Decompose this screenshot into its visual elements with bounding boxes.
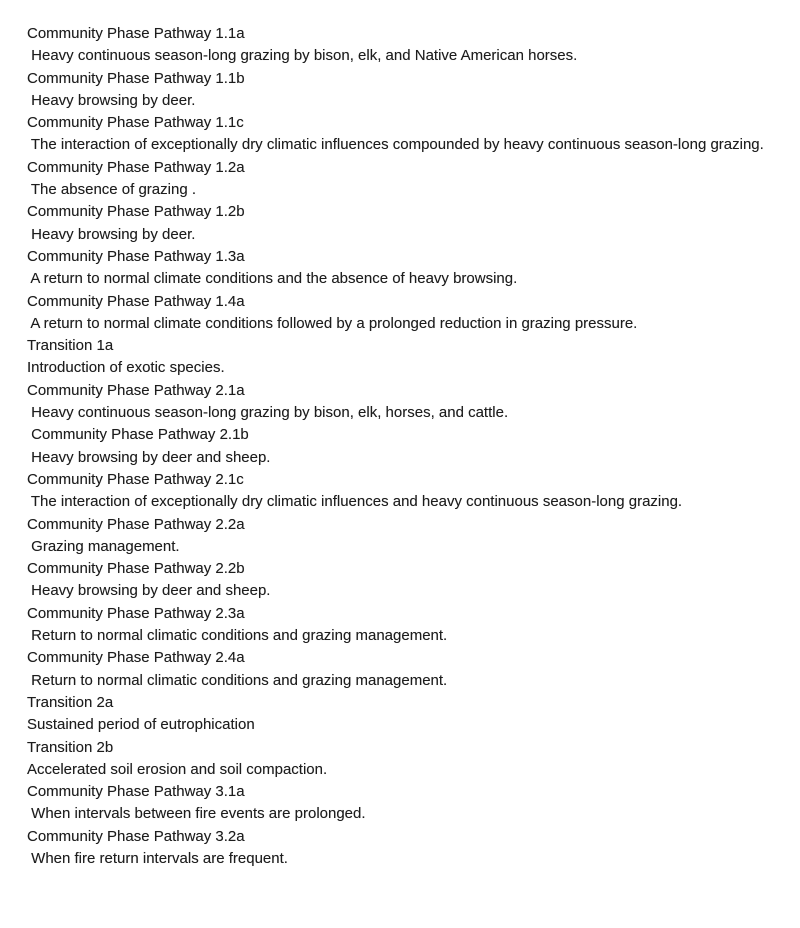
description-pathway-1-1a: Heavy continuous season-long grazing by bison, elk, and Native American horses.	[27, 47, 578, 65]
description-pathway-1-3a: A return to normal climate conditions and the absence of heavy browsing.	[27, 270, 518, 288]
description-pathway-1-1c: The interaction of exceptionally dry climatic influences compounded by heavy continuous season-long grazing.	[27, 136, 764, 154]
description-transition-2a: Sustained period of eutrophication	[27, 716, 255, 734]
heading-pathway-1-1c: Community Phase Pathway 1.1c	[27, 114, 244, 132]
heading-pathway-2-2b: Community Phase Pathway 2.2b	[27, 560, 245, 578]
description-pathway-2-2b: Heavy browsing by deer and sheep.	[27, 582, 271, 600]
description-transition-1a: Introduction of exotic species.	[27, 359, 225, 377]
heading-pathway-1-4a: Community Phase Pathway 1.4a	[27, 292, 245, 310]
heading-pathway-2-2a: Community Phase Pathway 2.2a	[27, 515, 245, 533]
description-pathway-1-2b: Heavy browsing by deer.	[27, 225, 196, 243]
description-pathway-2-1c: The interaction of exceptionally dry climatic influences and heavy continuous season-long grazing.	[27, 493, 683, 511]
description-pathway-2-4a: Return to normal climatic conditions and grazing management.	[27, 671, 448, 689]
heading-pathway-2-4a: Community Phase Pathway 2.4a	[27, 649, 245, 667]
heading-pathway-2-3a: Community Phase Pathway 2.3a	[27, 604, 245, 622]
description-pathway-1-4a: A return to normal climate conditions followed by a prolonged reduction in grazing pressure.	[27, 314, 638, 332]
description-pathway-2-1b: Heavy browsing by deer and sheep.	[27, 448, 271, 466]
heading-pathway-1-3a: Community Phase Pathway 1.3a	[27, 247, 245, 265]
heading-pathway-1-2b: Community Phase Pathway 1.2b	[27, 203, 245, 221]
heading-pathway-1-1a: Community Phase Pathway 1.1a	[27, 25, 245, 42]
description-pathway-2-3a: Return to normal climatic conditions and grazing management.	[27, 627, 448, 645]
heading-pathway-3-2a: Community Phase Pathway 3.2a	[27, 827, 245, 845]
heading-transition-1a: Transition 1a	[27, 337, 114, 355]
heading-pathway-1-1b: Community Phase Pathway 1.1b	[27, 69, 245, 87]
heading-pathway-2-1b: Community Phase Pathway 2.1b	[27, 426, 249, 444]
heading-transition-2a: Transition 2a	[27, 693, 114, 711]
description-pathway-1-1b: Heavy browsing by deer.	[27, 91, 196, 109]
description-pathway-1-2a: The absence of grazing .	[27, 181, 196, 199]
description-pathway-3-1a: When intervals between fire events are prolonged.	[27, 805, 366, 823]
heading-pathway-1-2a: Community Phase Pathway 1.2a	[27, 158, 245, 176]
description-pathway-2-2a: Grazing management.	[27, 537, 180, 555]
description-pathway-3-2a: When fire return intervals are frequent.	[27, 849, 288, 867]
description-pathway-2-1a: Heavy continuous season-long grazing by bison, elk, horses, and cattle.	[27, 404, 509, 422]
heading-pathway-2-1c: Community Phase Pathway 2.1c	[27, 470, 244, 488]
heading-pathway-3-1a: Community Phase Pathway 3.1a	[27, 783, 245, 801]
heading-transition-2b: Transition 2b	[27, 738, 114, 756]
description-transition-2b: Accelerated soil erosion and soil compaction.	[27, 760, 328, 778]
heading-pathway-2-1a: Community Phase Pathway 2.1a	[27, 381, 245, 399]
